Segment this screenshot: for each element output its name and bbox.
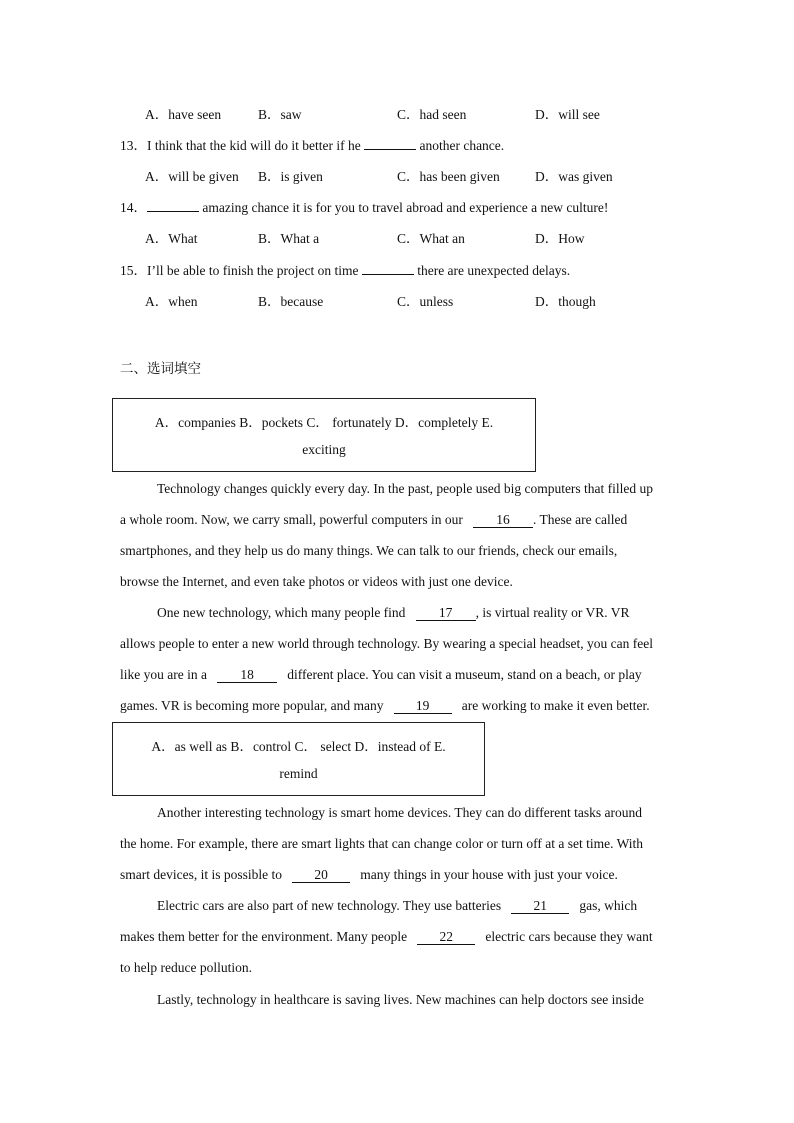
p2-line-4a: games. VR is becoming more popular, and many [120, 698, 384, 713]
p2-line-4b: are working to make it even better. [461, 698, 650, 713]
q13-stem-after: another chance. [416, 138, 505, 153]
p4-line-1 [120, 890, 676, 921]
p2-line-1 [120, 597, 676, 628]
word-box-2-line1: A．as well as B．control C． select D．instead of E. [151, 739, 446, 754]
q13-stem-before: 13．I think that the kid will do it better if he [120, 138, 365, 153]
q15-blank[interactable] [362, 260, 414, 275]
word-box-1 [112, 398, 536, 472]
blank-21[interactable]: 21 [511, 898, 569, 914]
blank-18[interactable]: 18 [217, 667, 277, 683]
p2-line-4 [120, 690, 676, 721]
q13-option-a[interactable]: A．will be given [145, 169, 239, 184]
p3-line-2: the home. For example, there are smart lights that can change color or turn off at a set time. With [120, 836, 644, 851]
q14-stem [120, 196, 608, 216]
p1-line-1: Technology changes quickly every day. In the past, people used big computers that filled up [157, 481, 654, 496]
word-box-2-line2: remind [279, 766, 318, 781]
p3-line-3a: smart devices, it is possible to [120, 867, 282, 882]
q15-options [145, 290, 705, 310]
q12-option-d[interactable]: D．will see [535, 107, 600, 122]
p1-line-3: smartphones, and they help us do many things. We can talk to our friends, check our emails, [120, 543, 618, 558]
q13-option-c[interactable]: C．has been given [397, 169, 500, 184]
blank-20[interactable]: 20 [292, 867, 350, 883]
q12-option-a[interactable]: A．have seen [145, 107, 222, 122]
q14-blank[interactable] [147, 197, 199, 212]
blank-16[interactable]: 16 [473, 512, 533, 528]
word-box-1-line1: A．companies B．pockets C． fortunately D．completely E. [154, 415, 494, 430]
paragraph-4 [120, 890, 676, 983]
p4-line-3: to help reduce pollution. [120, 960, 252, 975]
p2-line-3 [120, 659, 676, 690]
p2-line-1b: , is virtual reality or VR. VR [475, 605, 630, 620]
blank-17[interactable]: 17 [416, 605, 476, 621]
p4-line-2b: electric cars because they want [485, 929, 653, 944]
p3-line-3 [120, 859, 676, 890]
blank-19[interactable]: 19 [394, 698, 452, 714]
word-box-2 [112, 722, 485, 796]
q15-stem-after: there are unexpected delays. [413, 263, 571, 278]
q14-stem-after: amazing chance it is for you to travel abroad and experience a new culture! [199, 200, 609, 215]
q15-option-a[interactable]: A．when [145, 294, 198, 309]
q14-option-d[interactable]: D．How [535, 231, 585, 246]
paragraph-2 [120, 597, 676, 721]
p2-line-3b: different place. You can visit a museum, stand on a beach, or play [287, 667, 642, 682]
paragraph-5 [120, 984, 676, 1015]
q15-stem [120, 259, 570, 279]
paragraph-1 [120, 473, 676, 597]
p4-line-1b: gas, which [579, 898, 638, 913]
p2-line-1a: One new technology, which many people find [157, 605, 406, 620]
p1-line-4: browse the Internet, and even take photos or videos with just one device. [120, 574, 513, 589]
p4-line-1a: Electric cars are also part of new technology. They use batteries [157, 898, 502, 913]
section-title: 二、选词填空 [120, 361, 201, 377]
q14-option-a[interactable]: A．What [145, 231, 198, 246]
p2-line-3a: like you are in a [120, 667, 207, 682]
blank-22[interactable]: 22 [417, 929, 475, 945]
q13-options [145, 165, 705, 185]
p1-line-2b: . These are called [533, 512, 628, 527]
q14-option-b[interactable]: B．What a [258, 231, 320, 246]
p2-line-2: allows people to enter a new world through technology. By wearing a special headset, you can feel [120, 636, 653, 651]
q15-option-d[interactable]: D．though [535, 294, 596, 309]
q13-option-d[interactable]: D．was given [535, 169, 613, 184]
q13-option-b[interactable]: B．is given [258, 169, 323, 184]
q15-option-b[interactable]: B．because [258, 294, 324, 309]
word-box-1-line2: exciting [302, 442, 346, 457]
q13-stem [120, 134, 504, 154]
p3-line-1: Another interesting technology is smart home devices. They can do different tasks around [157, 805, 642, 820]
p4-line-2a: makes them better for the environment. Many people [120, 929, 408, 944]
q12-option-c[interactable]: C．had seen [397, 107, 467, 122]
q14-stem-before: 14． [120, 200, 147, 215]
p3-line-3b: many things in your house with just your voice. [360, 867, 618, 882]
q15-option-c[interactable]: C．unless [397, 294, 454, 309]
q12-option-b[interactable]: B．saw [258, 107, 302, 122]
q15-stem-before: 15．I’ll be able to finish the project on time [120, 263, 362, 278]
q12-options [145, 103, 705, 123]
p4-line-2 [120, 921, 676, 952]
p5-line-1: Lastly, technology in healthcare is saving lives. New machines can help doctors see inside [157, 992, 644, 1007]
p1-line-2a: a whole room. Now, we carry small, powerful computers in our [120, 512, 463, 527]
q14-option-c[interactable]: C．What an [397, 231, 465, 246]
q14-options [145, 227, 705, 247]
q13-blank[interactable] [364, 135, 416, 150]
p1-line-2 [120, 504, 676, 535]
paragraph-3 [120, 797, 676, 890]
